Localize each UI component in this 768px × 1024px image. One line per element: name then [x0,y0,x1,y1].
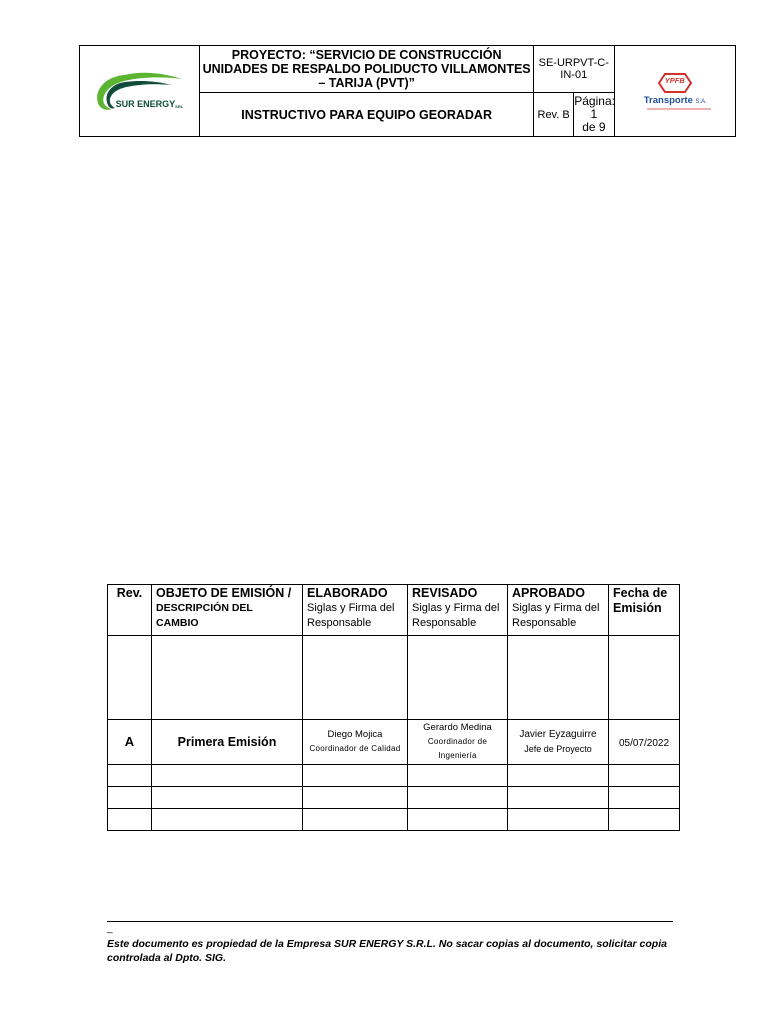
footer-rule [107,921,673,922]
table-row [108,720,680,765]
table-row [108,809,680,831]
page-number [574,93,614,137]
ypfb-logo-text: Transporte [643,95,693,106]
page-number-line2: de 9 [582,120,606,135]
ypfb-hexagon-icon [625,61,725,121]
row-object: Primera Emisión [152,720,303,765]
row-elaborado: Diego Mojica Coordinador de Calidad [303,720,408,765]
sur-energy-logo-suffix: SRL [175,104,184,109]
col-header-rev: Rev. [108,585,152,636]
ypfb-logo-cell [614,46,735,137]
row-rev: A [108,720,152,765]
footer-dash: _ [107,923,113,934]
ypfb-transporte-logo [625,61,725,121]
document-title: INSTRUCTIVO PARA EQUIPO GEORADAR [200,93,534,137]
revision-label: Rev. B [533,93,573,137]
signature-space-row [108,636,680,720]
col-header-fecha: Fecha de Emisión [609,585,680,636]
revision-table [107,584,680,831]
footer-disclaimer: Este documento es propiedad de la Empresa SUR ENERGY S.R.L. No sacar copias al documento, solicitar copia controlada al Dpto. SIG. [107,938,667,964]
sur-energy-logo-text: SUR ENERGY [115,99,176,109]
sur-energy-logo [90,61,190,121]
row-date: 05/07/2022 [609,720,680,765]
col-header-aprobado: APROBADO Siglas y Firma del Responsable [508,585,609,636]
col-header-revisado: REVISADO Siglas y Firma del Responsable [408,585,508,636]
document-code: SE-URPVT-C-IN-01 [533,46,614,93]
project-title: PROYECTO: “SERVICIO DE CONSTRUCCIÓN UNIDADES DE RESPALDO POLIDUCTO VILLAMONTES – TARIJA (PVT)” [200,46,534,93]
row-aprobado: Javier Eyzaguirre Jefe de Proyecto [508,720,609,765]
document-header [79,45,736,137]
page-number-line1: Página: 1 [574,94,615,122]
row-revisado: Gerardo Medina Coordinador de Ingeniería [408,720,508,765]
col-header-elaborado: ELABORADO Siglas y Firma del Responsable [303,585,408,636]
table-row [108,765,680,787]
table-row [108,787,680,809]
revision-table-header [108,585,680,636]
ypfb-logo-suffix: S.A. [695,99,707,105]
col-header-object: OBJETO DE EMISIÓN / DESCRIPCIÓN DEL CAMBIO [152,585,303,636]
sur-energy-logo-cell [80,46,200,137]
swoosh-logo-icon [90,61,190,121]
ypfb-badge-text: YPFB [664,76,685,85]
